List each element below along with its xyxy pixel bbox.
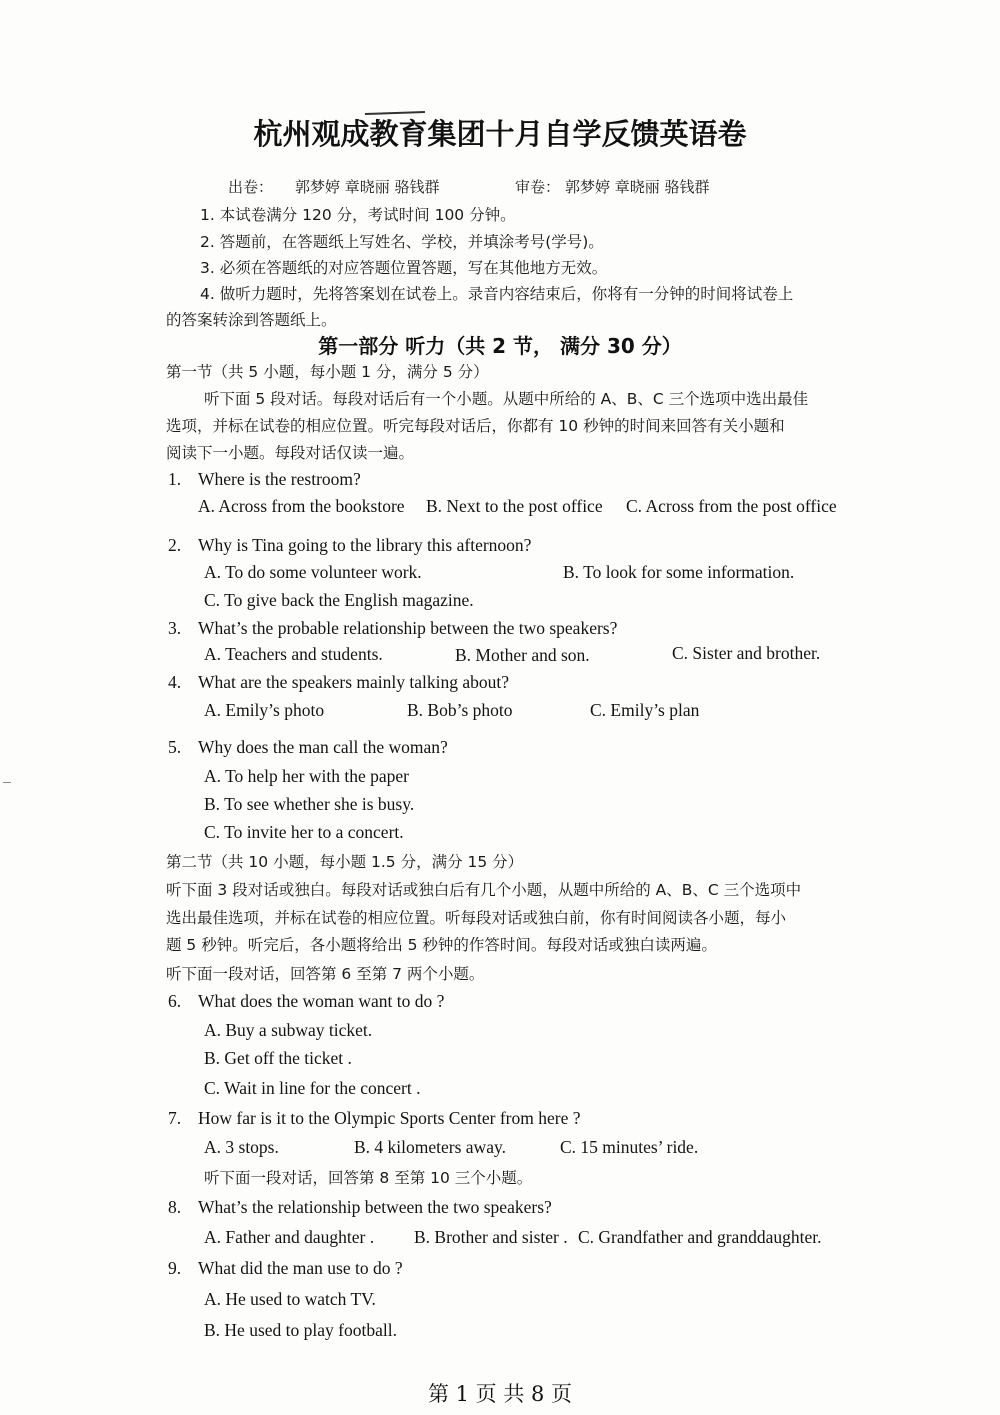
question-text: Why does the man call the woman? bbox=[198, 737, 448, 757]
q1-option-b: B. Next to the post office bbox=[426, 496, 603, 516]
question-2 bbox=[168, 535, 531, 556]
q3-option-c: C. Sister and brother. bbox=[672, 643, 821, 663]
question-number: 3. bbox=[168, 618, 182, 638]
part1-heading: 第一部分 听力（共 2 节， 满分 30 分） bbox=[318, 334, 682, 358]
q2-option-c: C. To give back the English magazine. bbox=[204, 590, 474, 610]
question-8 bbox=[168, 1197, 552, 1218]
reviewers: 郭梦婷 章晓丽 骆钱群 bbox=[565, 178, 710, 196]
q1-option-c: C. Across from the post office bbox=[626, 496, 837, 516]
q8-option-a: A. Father and daughter . bbox=[204, 1227, 375, 1247]
instruction-3: 3. 必须在答题纸的对应答题位置答题，写在其他地方无效。 bbox=[200, 259, 608, 277]
instruction-4: 4. 做听力题时，先将答案划在试卷上。录音内容结束后，你将有一分钟的时间将试卷上 bbox=[200, 285, 794, 303]
section1-heading: 第一节（共 5 小题，每小题 1 分，满分 5 分） bbox=[166, 363, 489, 381]
q9-option-b: B. He used to play football. bbox=[204, 1320, 397, 1340]
question-text: Why is Tina going to the library this afternoon? bbox=[198, 535, 532, 555]
question-9 bbox=[168, 1258, 403, 1279]
q4-option-c: C. Emily’s plan bbox=[590, 700, 700, 720]
question-4 bbox=[168, 672, 509, 693]
question-number: 7. bbox=[168, 1108, 182, 1128]
section2-directions-1: 听下面 3 段对话或独白。每段对话或独白后有几个小题，从题中所给的 A、B、C 三个选项中 bbox=[166, 881, 802, 899]
question-1 bbox=[168, 469, 361, 490]
question-number: 4. bbox=[168, 672, 182, 692]
question-text: What’s the probable relationship between the two speakers? bbox=[198, 618, 618, 638]
q5-option-b: B. To see whether she is busy. bbox=[204, 794, 415, 814]
question-text: What are the speakers mainly talking about? bbox=[198, 672, 509, 692]
question-number: 5. bbox=[168, 737, 182, 757]
q3-option-b: B. Mother and son. bbox=[455, 645, 590, 665]
dialog-intro-6-7: 听下面一段对话，回答第 6 至第 7 两个小题。 bbox=[166, 965, 485, 983]
question-3 bbox=[168, 618, 617, 639]
q6-option-a: A. Buy a subway ticket. bbox=[204, 1020, 373, 1040]
q9-option-a: A. He used to watch TV. bbox=[204, 1289, 376, 1309]
q8-option-c: C. Grandfather and granddaughter. bbox=[578, 1227, 822, 1247]
q4-option-b: B. Bob’s photo bbox=[407, 700, 513, 720]
scan-mark bbox=[3, 782, 11, 783]
question-text: How far is it to the Olympic Sports Center from here ? bbox=[198, 1108, 581, 1128]
reviewer-label: 审卷： bbox=[515, 178, 561, 196]
instruction-4-cont: 的答案转涂到答题纸上。 bbox=[166, 311, 337, 329]
q3-option-a: A. Teachers and students. bbox=[204, 644, 383, 664]
question-number: 8. bbox=[168, 1197, 182, 1217]
q6-option-b: B. Get off the ticket . bbox=[204, 1048, 352, 1068]
exam-title: 杭州观成教育集团十月自学反馈英语卷 bbox=[253, 117, 747, 151]
q5-option-a: A. To help her with the paper bbox=[204, 766, 409, 786]
question-number: 9. bbox=[168, 1258, 182, 1278]
q1-option-a: A. Across from the bookstore bbox=[198, 496, 405, 516]
question-text: Where is the restroom? bbox=[198, 469, 361, 489]
question-5 bbox=[168, 737, 448, 758]
page-footer: 第 1 页 共 8 页 bbox=[427, 1382, 573, 1406]
section1-directions-2: 选项，并标在试卷的相应位置。听完每段对话后，你都有 10 秒钟的时间来回答有关小题和 bbox=[166, 417, 785, 435]
setter-label: 出卷： bbox=[228, 178, 274, 196]
q2-option-a: A. To do some volunteer work. bbox=[204, 562, 422, 582]
section2-heading: 第二节（共 10 小题，每小题 1.5 分，满分 15 分） bbox=[166, 853, 524, 871]
q5-option-c: C. To invite her to a concert. bbox=[204, 822, 404, 842]
q7-option-c: C. 15 minutes’ ride. bbox=[560, 1137, 699, 1157]
question-number: 2. bbox=[168, 535, 182, 555]
q7-option-b: B. 4 kilometers away. bbox=[354, 1137, 506, 1157]
q8-option-b: B. Brother and sister . bbox=[414, 1227, 568, 1247]
section1-directions-3: 阅读下一小题。每段对话仅读一遍。 bbox=[166, 444, 415, 462]
q2-option-b: B. To look for some information. bbox=[563, 562, 795, 582]
setters: 郭梦婷 章晓丽 骆钱群 bbox=[295, 178, 440, 196]
q6-option-c: C. Wait in line for the concert . bbox=[204, 1078, 421, 1098]
question-number: 1. bbox=[168, 469, 182, 489]
question-text: What does the woman want to do ? bbox=[198, 991, 445, 1011]
q4-option-a: A. Emily’s photo bbox=[204, 700, 325, 720]
q7-option-a: A. 3 stops. bbox=[204, 1137, 279, 1157]
instruction-2: 2. 答题前，在答题纸上写姓名、学校，并填涂考号(学号)。 bbox=[200, 233, 604, 251]
question-6 bbox=[168, 991, 444, 1012]
question-number: 6. bbox=[168, 991, 182, 1011]
question-text: What did the man use to do ? bbox=[198, 1258, 403, 1278]
section1-directions-1: 听下面 5 段对话。每段对话后有一个小题。从题中所给的 A、B、C 三个选项中选出最佳 bbox=[204, 390, 809, 408]
question-7 bbox=[168, 1108, 580, 1129]
instruction-1: 1. 本试卷满分 120 分，考试时间 100 分钟。 bbox=[200, 206, 516, 224]
section2-directions-3: 题 5 秒钟。听完后，各小题将给出 5 秒钟的作答时间。每段对话或独白读两遍。 bbox=[166, 936, 717, 954]
section2-directions-2: 选出最佳选项，并标在试卷的相应位置。听每段对话或独白前，你有时间阅读各小题，每小 bbox=[166, 909, 787, 927]
question-text: What’s the relationship between the two speakers? bbox=[198, 1197, 552, 1217]
dialog-intro-8-10: 听下面一段对话，回答第 8 至第 10 三个小题。 bbox=[204, 1169, 533, 1187]
